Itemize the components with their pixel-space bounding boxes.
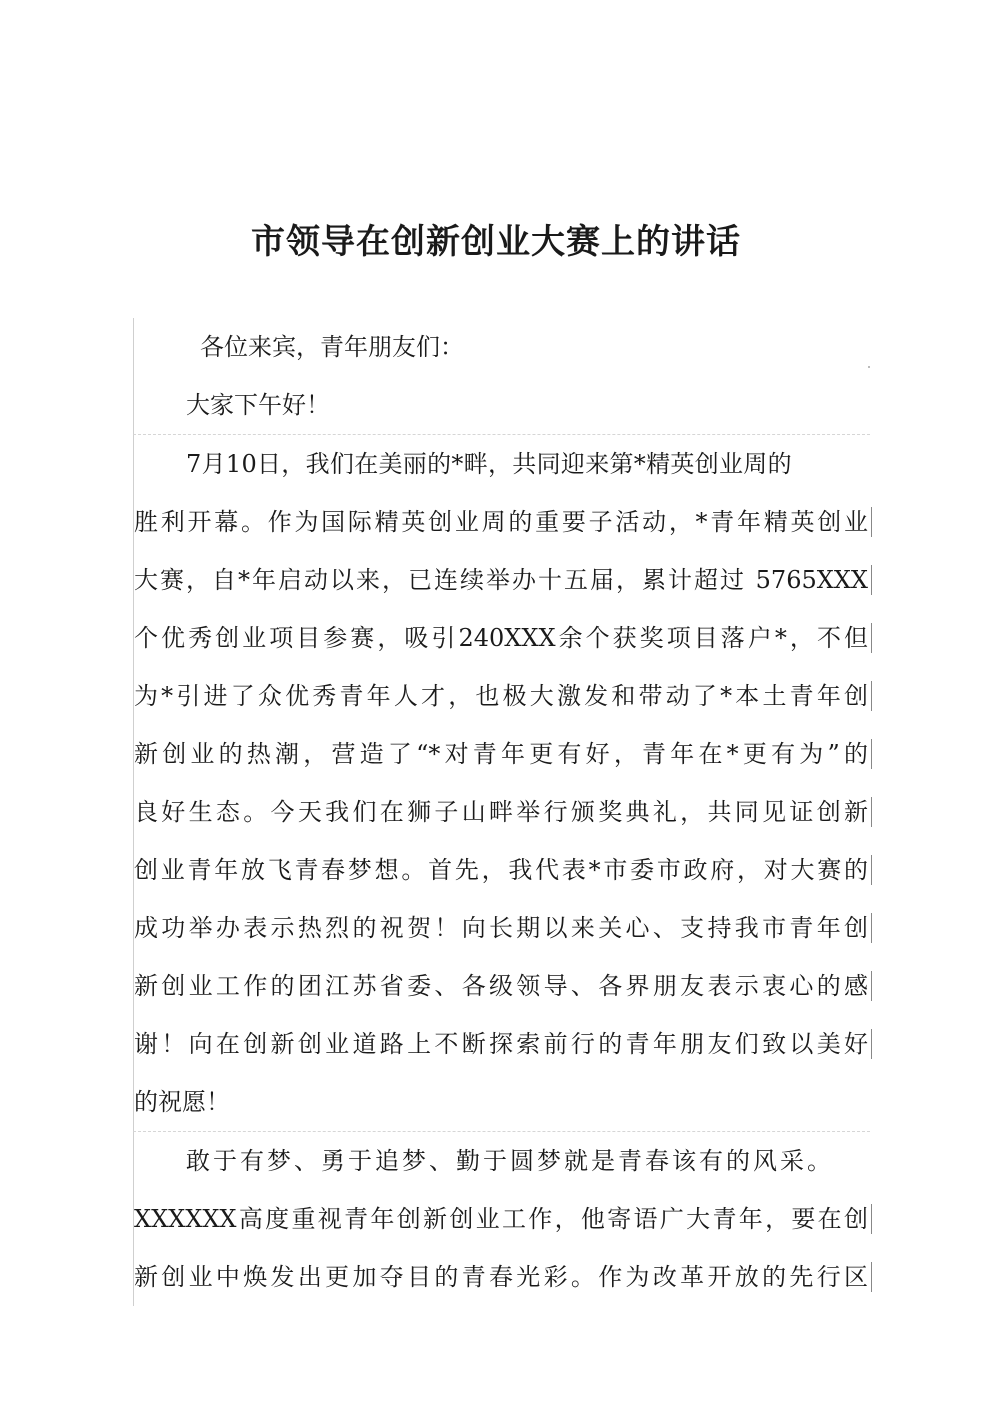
paragraph-line [134, 1248, 870, 1306]
margin-bar [871, 855, 872, 885]
margin-bar [871, 1029, 872, 1059]
document-title: 市领导在创新创业大赛上的讲话 [251, 222, 741, 262]
greeting-hello: 大家下午好！ [186, 391, 330, 419]
paragraph-text: 新创业中焕发出更加夺目的青春光彩。作为改革开放的先行区 [134, 1263, 868, 1291]
margin-bar [871, 1204, 872, 1234]
paragraph-1 [133, 434, 870, 1131]
margin-bar [871, 797, 872, 827]
paragraph-text: 大赛，自*年启动以来，已连续举办十五届，累计超过 5765XXX [134, 566, 868, 594]
margin-mark [868, 366, 870, 368]
paragraph-2 [133, 1131, 870, 1306]
salutation: 各位来宾，青年朋友们： [200, 333, 464, 361]
margin-bar [871, 623, 872, 653]
paragraph-line: 7月10日，我们在美丽的*畔，共同迎来第*精英创业周的 [186, 450, 792, 478]
paragraph-text: 新创业工作的团江苏省委、各级领导、各界朋友表示衷心的感 [134, 972, 868, 1000]
paragraph-text: 成功举办表示热烈的祝贺！向长期以来关心、支持我市青年创 [134, 914, 868, 942]
paragraph-text: 新创业的热潮，营造了“*对青年更有好，青年在*更有为”的 [134, 740, 868, 768]
margin-bar [871, 739, 872, 769]
paragraph-line [134, 1015, 870, 1073]
margin-bar [871, 1262, 872, 1292]
greeting-block [133, 318, 870, 434]
paragraph-text: 良好生态。今天我们在狮子山畔举行颁奖典礼，共同见证创新 [134, 798, 868, 826]
paragraph-text: 为*引进了众优秀青年人才，也极大激发和带动了*本土青年创 [134, 682, 868, 710]
paragraph-text: 敢于有梦、勇于追梦、勤于圆梦就是青春该有的风采。 [186, 1147, 834, 1175]
paragraph-line [134, 609, 870, 667]
paragraph-line [134, 957, 870, 1015]
paragraph-line [134, 1132, 870, 1190]
margin-bar [871, 681, 872, 711]
paragraph-text: 创业青年放飞青春梦想。首先，我代表*市委市政府，对大赛的 [134, 856, 868, 884]
paragraph-text: XXXXXX高度重视青年创新创业工作，他寄语广大青年，要在创 [134, 1205, 868, 1233]
paragraph-text: 个优秀创业项目参赛，吸引240XXX余个获奖项目落户*，不但 [134, 624, 868, 652]
paragraph-line [134, 899, 870, 957]
margin-bar [871, 913, 872, 943]
paragraph-line [134, 493, 870, 551]
paragraph-line: 的祝愿！ [134, 1088, 230, 1116]
margin-bar [871, 971, 872, 1001]
margin-bar [871, 565, 872, 595]
paragraph-text: 谢！向在创新创业道路上不断探索前行的青年朋友们致以美好 [134, 1030, 868, 1058]
margin-bar [871, 507, 872, 537]
paragraph-line [134, 783, 870, 841]
document-body [133, 318, 870, 1306]
paragraph-line [134, 725, 870, 783]
paragraph-line [134, 551, 870, 609]
paragraph-line [134, 1190, 870, 1248]
paragraph-line [134, 667, 870, 725]
paragraph-text: 胜利开幕。作为国际精英创业周的重要子活动，*青年精英创业 [134, 508, 868, 536]
paragraph-line [134, 841, 870, 899]
